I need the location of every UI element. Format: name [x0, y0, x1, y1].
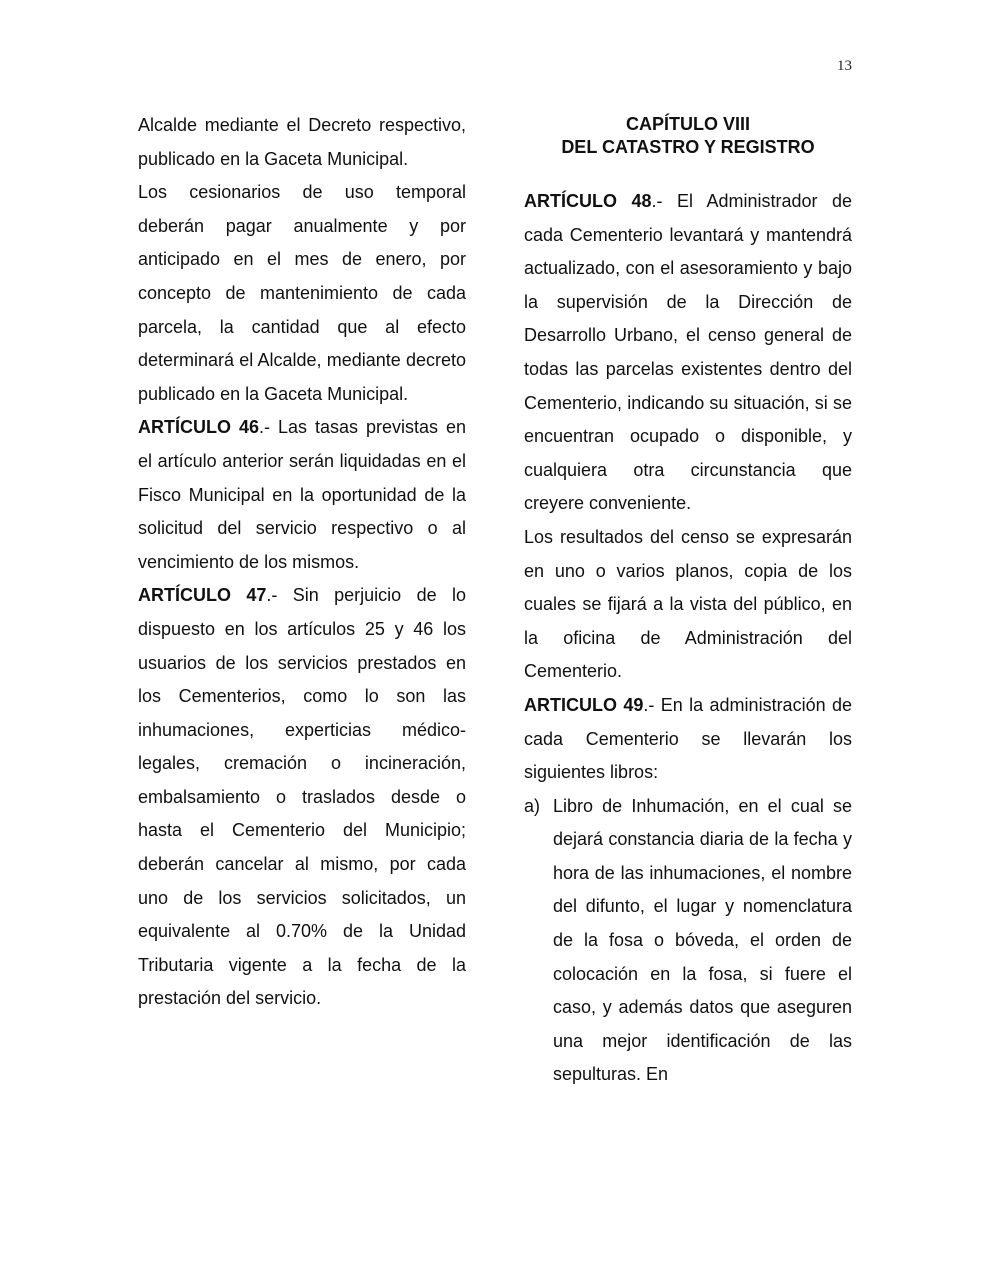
list-marker-a: a): [524, 795, 541, 816]
article-47: [138, 579, 466, 1016]
paragraph-cesionarios: Los cesionarios de uso temporal deberán pagar anualmente y por anticipado en el mes de enero, por concepto de mantenimiento de cada parcela, la cantidad que al efecto determinará el Alcalde, mediante decreto publicado en la Gaceta Municipal.: [138, 182, 466, 404]
article-48-heading: ARTÍCULO 48: [524, 191, 652, 211]
chapter-title: CAPÍTULO VIII: [625, 114, 750, 134]
article-47-heading: ARTÍCULO 47: [138, 585, 267, 606]
article-49-heading: ARTICULO 49: [524, 694, 644, 715]
list-item-a-text: Libro de Inhumación, en el cual se dejará constancia diaria de la fecha y hora de las inhumaciones, el nombre del difunto, el lugar y nomenclatura de la fosa o bóveda, el orden de colocación en la fosa, si fuere el caso, y además datos que aseguren una mejor identificación de las sepulturas. En: [553, 795, 852, 1085]
article-46-text: .- Las tasas previstas en el artículo anterior serán liquidadas en el Fisco Municipal en la oportunidad de la solicitud del servicio respectivo o al vencimiento de los mismos.: [138, 417, 467, 572]
paragraph-results: Los resultados del censo se expresarán en uno o varios planos, copia de los cuales se fijará a la vista del público, en la oficina de Administración del Cementerio.: [524, 526, 852, 682]
article-46: [138, 411, 466, 579]
page-number: 13: [837, 58, 852, 74]
article-47-text: .- Sin perjuicio de lo dispuesto en los artículos 25 y 46 los usuarios de los servicios prestados en los Cementerios, como lo son las inhumaciones, experticias médico-legales, cremación o incineración, embalsamiento o traslados desde o hasta el Cementerio del Municipio; deberán cancelar al mismo, por cada uno de los servicios solicitados, un equivalente al 0.70% de la Unidad Tributaria vigente a la fecha de la prestación del servicio.: [138, 585, 466, 1009]
paragraph-continuation: Alcalde mediante el Decreto respectivo, publicado en la Gaceta Municipal.: [138, 115, 466, 169]
article-49: [524, 689, 852, 790]
right-column: [524, 109, 852, 1092]
chapter-subtitle: DEL CATASTRO Y REGISTRO: [561, 137, 815, 157]
article-48: [524, 185, 852, 521]
chapter-heading: [524, 113, 852, 159]
article-48-text: .- El Administrador de cada Cementerio levantará y mantendrá actualizado, con el asesoramiento y bajo la supervisión de la Dirección de Desarrollo Urbano, el censo general de todas las parcelas existentes dentro del Cementerio, indicando su situación, si se encuentran ocupado o disponible, y cualquiera otra circunstancia que creyere conveniente.: [524, 191, 853, 514]
left-column: [138, 109, 466, 1016]
list-item-a: [524, 790, 852, 1092]
article-46-heading: ARTÍCULO 46: [138, 417, 259, 438]
article-49-text: .- En la administración de cada Cementerio se llevarán los siguientes libros:: [524, 694, 852, 783]
